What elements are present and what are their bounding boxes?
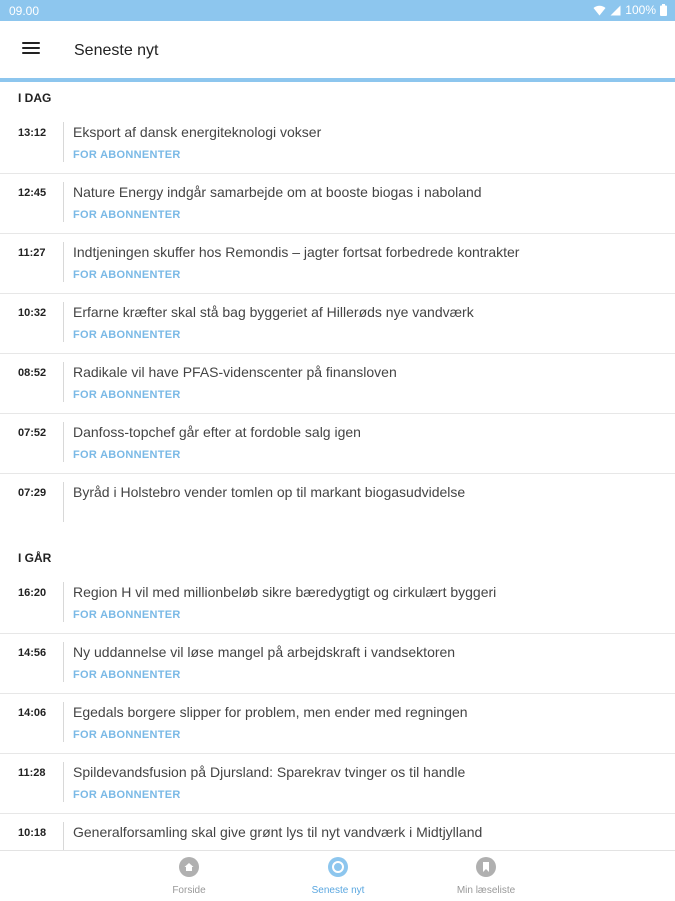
article-row[interactable] — [0, 754, 675, 814]
section-header-today: I DAG — [18, 91, 52, 105]
article-time: 13:12 — [18, 127, 47, 139]
article-headline[interactable]: Egedals borgere slipper for problem, men ender med regningen — [73, 704, 468, 720]
article-time: 08:52 — [18, 367, 47, 379]
article-headline[interactable]: Ny uddannelse vil løse mangel på arbejdskraft i vandsektoren — [73, 644, 456, 660]
divider — [63, 122, 64, 162]
article-time: 11:28 — [18, 767, 46, 779]
article-row[interactable] — [0, 174, 675, 234]
battery-icon — [660, 4, 667, 16]
subscriber-tag: FOR ABONNENTER — [73, 329, 181, 341]
article-headline[interactable]: Generalforsamling skal give grønt lys til nyt vandværk i Midtjylland — [73, 824, 483, 840]
subscriber-tag: FOR ABONNENTER — [73, 789, 181, 801]
article-time: 16:20 — [18, 587, 47, 599]
divider — [63, 642, 64, 682]
article-headline[interactable]: Nature Energy indgår samarbejde om at booste biogas i naboland — [73, 184, 482, 200]
app-bar — [0, 21, 675, 78]
article-row[interactable] — [0, 114, 675, 174]
article-row[interactable] — [0, 694, 675, 754]
subscriber-tag: FOR ABONNENTER — [73, 449, 181, 461]
news-list[interactable] — [0, 82, 675, 850]
menu-icon[interactable] — [22, 42, 40, 56]
home-icon — [179, 857, 199, 877]
subscriber-tag: FOR ABONNENTER — [73, 209, 181, 221]
nav-forside[interactable] — [129, 857, 249, 896]
bookmark-icon — [476, 857, 496, 877]
article-row[interactable] — [0, 574, 675, 634]
article-row[interactable] — [0, 414, 675, 474]
section-header-yesterday: I GÅR — [18, 551, 52, 565]
article-headline[interactable]: Spildevandsfusion på Djursland: Sparekrav tvinger os til handle — [73, 764, 466, 780]
divider — [63, 302, 64, 342]
article-time: 12:45 — [18, 187, 47, 199]
article-row[interactable] — [0, 634, 675, 694]
article-time: 07:52 — [18, 427, 47, 439]
divider — [63, 582, 64, 622]
article-time: 10:32 — [18, 307, 47, 319]
signal-icon — [610, 5, 621, 16]
article-row[interactable] — [0, 474, 675, 533]
article-headline[interactable]: Indtjeningen skuffer hos Remondis – jagter fortsat forbedrede kontrakter — [73, 244, 520, 260]
divider — [63, 242, 64, 282]
subscriber-tag: FOR ABONNENTER — [73, 669, 181, 681]
status-icons — [593, 3, 667, 17]
article-row[interactable] — [0, 234, 675, 294]
divider — [63, 762, 64, 802]
divider — [63, 422, 64, 462]
subscriber-tag: FOR ABONNENTER — [73, 729, 181, 741]
article-headline[interactable]: Danfoss-topchef går efter at fordoble salg igen — [73, 424, 361, 440]
status-time: 09.00 — [9, 4, 40, 18]
article-row[interactable] — [0, 294, 675, 354]
article-headline[interactable]: Erfarne kræfter skal stå bag byggeriet af Hillerøds nye vandværk — [73, 304, 474, 320]
article-headline[interactable]: Eksport af dansk energiteknologi vokser — [73, 124, 322, 140]
article-row[interactable] — [0, 354, 675, 414]
article-time: 11:27 — [18, 247, 46, 259]
status-bar — [0, 0, 675, 21]
page-title: Seneste nyt — [74, 42, 159, 59]
battery-percent: 100% — [625, 3, 656, 17]
article-headline[interactable]: Region H vil med millionbeløb sikre bæredygtigt og cirkulært byggeri — [73, 584, 497, 600]
divider — [63, 702, 64, 742]
bottom-navigation — [0, 850, 675, 901]
article-headline[interactable]: Radikale vil have PFAS-videnscenter på finansloven — [73, 364, 397, 380]
divider — [63, 182, 64, 222]
nav-label: Seneste nyt — [311, 885, 365, 896]
clock-icon — [328, 857, 348, 877]
wifi-icon — [593, 5, 606, 16]
nav-label: Min læseliste — [456, 885, 516, 896]
article-time: 14:56 — [18, 647, 47, 659]
section-gap — [0, 533, 675, 542]
subscriber-tag: FOR ABONNENTER — [73, 389, 181, 401]
subscriber-tag: FOR ABONNENTER — [73, 609, 181, 621]
article-time: 10:18 — [18, 827, 47, 839]
nav-seneste-nyt[interactable] — [278, 857, 398, 896]
divider — [63, 362, 64, 402]
article-time: 07:29 — [18, 487, 47, 499]
divider — [63, 482, 64, 522]
subscriber-tag: FOR ABONNENTER — [73, 269, 181, 281]
nav-min-laeseliste[interactable] — [426, 857, 546, 896]
subscriber-tag: FOR ABONNENTER — [73, 149, 181, 161]
nav-label: Forside — [172, 885, 206, 896]
article-time: 14:06 — [18, 707, 47, 719]
article-headline[interactable]: Byråd i Holstebro vender tomlen op til markant biogasudvidelse — [73, 484, 466, 500]
